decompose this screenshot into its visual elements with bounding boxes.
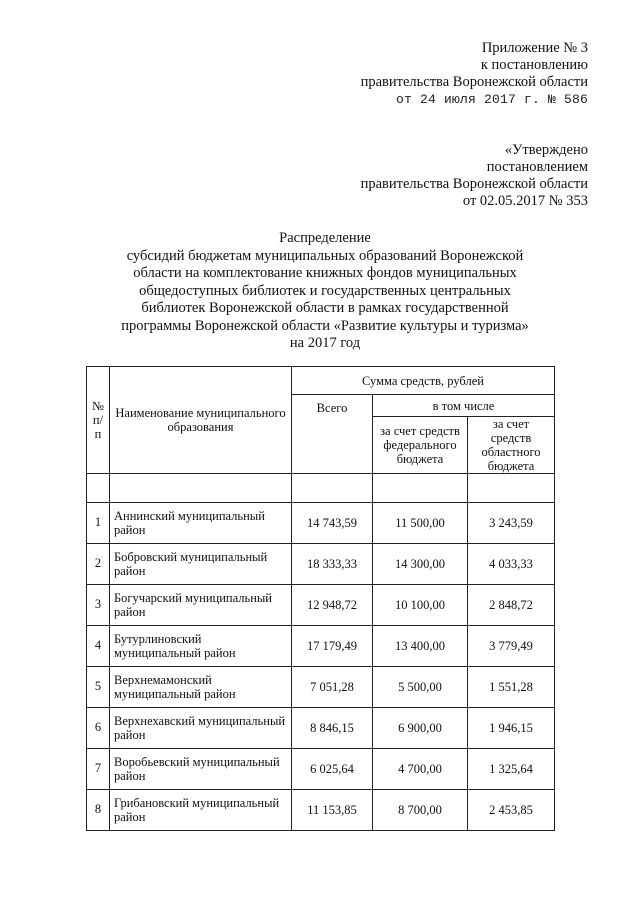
spacer-cell xyxy=(110,474,292,503)
row-total: 6 025,64 xyxy=(292,749,373,790)
table-body xyxy=(87,503,555,831)
row-federal: 4 700,00 xyxy=(373,749,468,790)
table-row xyxy=(87,544,555,585)
row-total: 12 948,72 xyxy=(292,585,373,626)
row-federal: 13 400,00 xyxy=(373,626,468,667)
header-regional: за счет средств областного бюджета xyxy=(468,417,555,474)
header-num: № п/п xyxy=(87,367,110,474)
row-regional: 2 848,72 xyxy=(468,585,555,626)
spacer-cell xyxy=(373,474,468,503)
row-municipality-name: Богучарский муниципальный район xyxy=(110,585,292,626)
row-regional: 4 033,33 xyxy=(468,544,555,585)
row-regional: 3 243,59 xyxy=(468,503,555,544)
row-municipality-name: Бобровский муниципальный район xyxy=(110,544,292,585)
header-name: Наименование муниципального образования xyxy=(110,367,292,474)
row-regional: 2 453,85 xyxy=(468,790,555,831)
row-number: 4 xyxy=(87,626,110,667)
row-regional: 3 779,49 xyxy=(468,626,555,667)
header-federal: за счет средств федерального бюджета xyxy=(373,417,468,474)
row-federal: 5 500,00 xyxy=(373,667,468,708)
spacer-cell xyxy=(292,474,373,503)
approved-block xyxy=(361,142,588,210)
approved-line-4: от 02.05.2017 № 353 xyxy=(462,193,588,209)
row-number: 2 xyxy=(87,544,110,585)
spacer-cell xyxy=(468,474,555,503)
title-line-7: на 2017 год xyxy=(289,335,361,351)
table-row xyxy=(87,667,555,708)
row-total: 8 846,15 xyxy=(292,708,373,749)
appendix-line-3: правительства Воронежской области xyxy=(360,74,588,90)
row-number: 8 xyxy=(87,790,110,831)
appendix-date-stamp: от 24 июля 2017 г. № 586 xyxy=(395,92,588,107)
title-line-6: программы Воронежской области «Развитие культуры и туризма» xyxy=(121,317,529,334)
appendix-block xyxy=(361,40,588,108)
title-line-1: Распределение xyxy=(279,230,371,246)
row-municipality-name: Бутурлиновский муниципальный район xyxy=(110,626,292,667)
table-row xyxy=(87,790,555,831)
row-municipality-name: Воробьевский муниципальный район xyxy=(110,749,292,790)
row-federal: 6 900,00 xyxy=(373,708,468,749)
table-row xyxy=(87,626,555,667)
row-regional: 1 946,15 xyxy=(468,708,555,749)
row-number: 1 xyxy=(87,503,110,544)
row-regional: 1 325,64 xyxy=(468,749,555,790)
row-federal: 11 500,00 xyxy=(373,503,468,544)
row-total: 11 153,85 xyxy=(292,790,373,831)
appendix-line-1: Приложение № 3 xyxy=(481,40,588,56)
row-federal: 10 100,00 xyxy=(373,585,468,626)
table-row xyxy=(87,503,555,544)
distribution-table xyxy=(86,366,555,831)
header-total: Всего xyxy=(292,395,373,474)
header-sum: Сумма средств, рублей xyxy=(292,367,555,395)
table-row xyxy=(87,708,555,749)
distribution-table-wrapper xyxy=(86,366,555,831)
row-municipality-name: Верхнехавский муниципальный район xyxy=(110,708,292,749)
row-total: 7 051,28 xyxy=(292,667,373,708)
row-regional: 1 551,28 xyxy=(468,667,555,708)
approved-line-3: правительства Воронежской области xyxy=(360,176,588,192)
approved-line-1: «Утверждено xyxy=(504,142,588,158)
spacer-cell xyxy=(87,474,110,503)
table-row xyxy=(87,585,555,626)
row-total: 17 179,49 xyxy=(292,626,373,667)
header-including: в том числе xyxy=(373,395,555,417)
approved-line-2: постановлением xyxy=(486,159,588,175)
row-federal: 14 300,00 xyxy=(373,544,468,585)
row-municipality-name: Верхнемамонский муниципальный район xyxy=(110,667,292,708)
header-spacer-row xyxy=(87,474,555,503)
row-municipality-name: Аннинский муниципальный район xyxy=(110,503,292,544)
title-line-4: общедоступных библиотек и государственных центральных xyxy=(139,282,511,299)
title-line-3: области на комплектование книжных фондов муниципальных xyxy=(133,265,517,281)
row-number: 6 xyxy=(87,708,110,749)
title-line-5: библиотек Воронежской области в рамках государственной xyxy=(141,300,509,316)
title-line-2: субсидий бюджетам муниципальных образований Воронежской xyxy=(126,247,524,264)
row-total: 18 333,33 xyxy=(292,544,373,585)
row-federal: 8 700,00 xyxy=(373,790,468,831)
row-total: 14 743,59 xyxy=(292,503,373,544)
row-municipality-name: Грибановский муниципальный район xyxy=(110,790,292,831)
document-title xyxy=(90,230,560,353)
appendix-line-2: к постановлению xyxy=(480,57,588,73)
table-row xyxy=(87,749,555,790)
row-number: 5 xyxy=(87,667,110,708)
row-number: 3 xyxy=(87,585,110,626)
row-number: 7 xyxy=(87,749,110,790)
